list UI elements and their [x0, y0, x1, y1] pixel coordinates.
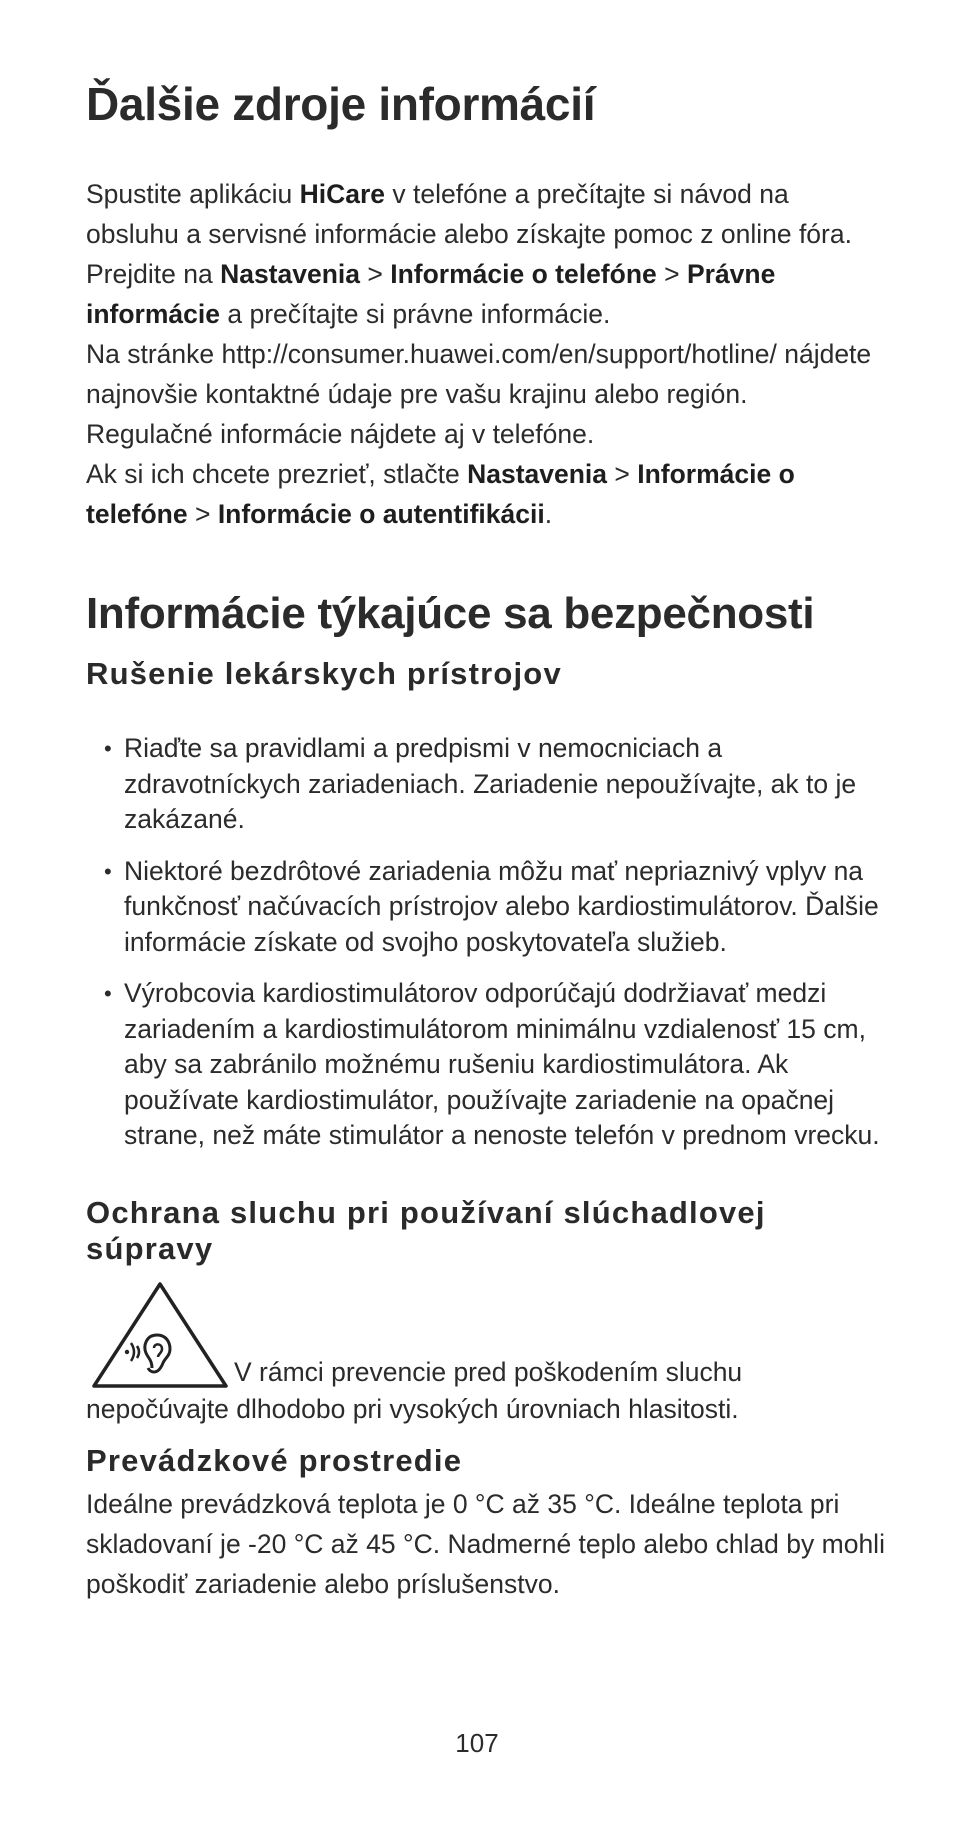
environment-heading: Prevádzkové prostredie	[86, 1443, 463, 1478]
page-title: Ďalšie zdroje informácií	[86, 78, 596, 130]
list-item	[104, 976, 894, 1154]
regulatory-text: Regulačné informácie nájdete aj v telefóne.	[86, 419, 595, 449]
page-number: 107	[455, 1728, 499, 1758]
list-item-text: Riaďte sa pravidlami a predpismi v nemocniciach a zdravotníckych zariadeniach. Zariadenie nepoužívajte, ak to je zakázané.	[124, 733, 857, 834]
intro-text: v telefóne a prečítajte si návod na obsluhu a servisné informácie alebo získajte pomoc z online fóra.	[86, 179, 852, 249]
hotline-text: Na stránke http://consumer.huawei.com/en/support/hotline/ nájdete najnovšie kontaktné údaje pre vašu krajinu alebo región.	[86, 339, 872, 409]
medical-heading: Rušenie lekárskych prístrojov	[86, 656, 562, 691]
hearing-heading: Ochrana sluchu pri používaní slúchadlovej súpravy	[86, 1195, 766, 1266]
menu-path-item: Nastavenia	[220, 259, 361, 289]
intro-text: Spustite aplikáciu	[86, 179, 300, 209]
intro-text: a prečítajte si právne informácie.	[220, 299, 611, 329]
safety-title: Informácie týkajúce sa bezpečnosti	[86, 589, 815, 638]
menu-path-item: Informácie o telefóne	[86, 459, 795, 529]
bullet-icon: •	[104, 981, 112, 1006]
intro-text: Ak si ich chcete prezrieť, stlačte	[86, 459, 468, 489]
path-separator: >	[187, 499, 218, 529]
list-item	[104, 854, 894, 961]
app-name: HiCare	[299, 179, 386, 209]
intro-paragraph	[86, 174, 886, 534]
intro-text: .	[544, 499, 553, 529]
path-separator: >	[607, 459, 638, 489]
environment-text: Ideálne prevádzková teplota je 0 °C až 35 °C. Ideálne teplota pri skladovaní je -20 °C až 45 °C. Nadmerné teplo alebo chlad by mohli poškodiť zariadenie alebo príslušenstvo.	[86, 1489, 885, 1599]
list-item-text: Výrobcovia kardiostimulátorov odporúčajú dodržiavať medzi zariadením a kardiostimulátorom minimálnu vzdialenosť 15 cm, aby sa zabránilo možnému rušeniu kardiostimulátora. Ak používate kardiostimulátor, používajte zariadenie na opačnej strane, než máte stimulátor a nenoste telefón v prednom vrecku.	[124, 978, 880, 1150]
path-separator: >	[360, 259, 391, 289]
medical-list	[104, 731, 894, 1170]
bullet-icon: •	[104, 858, 112, 884]
menu-path-item: Právne informácie	[86, 259, 776, 329]
list-item-text: Niektoré bezdrôtové zariadenia môžu mať nepriaznivý vplyv na funkčnosť načúvacích prístrojov alebo kardiostimulátorov. Ďalšie informácie získate od svojho poskytovateľa služieb.	[124, 855, 879, 957]
menu-path-item: Informácie o autentifikácii	[217, 499, 545, 529]
path-separator: >	[656, 259, 687, 289]
menu-path-item: Nastavenia	[467, 459, 608, 489]
menu-path-item: Informácie o telefóne	[390, 259, 657, 289]
bullet-icon: •	[104, 736, 112, 761]
hearing-warning-text: V rámci prevencie pred poškodením sluchu nepočúvajte dlhodobo pri vysokých úrovniach hlasitosti.	[86, 1357, 743, 1424]
list-item	[104, 731, 894, 838]
intro-text: Prejdite na	[86, 259, 221, 289]
